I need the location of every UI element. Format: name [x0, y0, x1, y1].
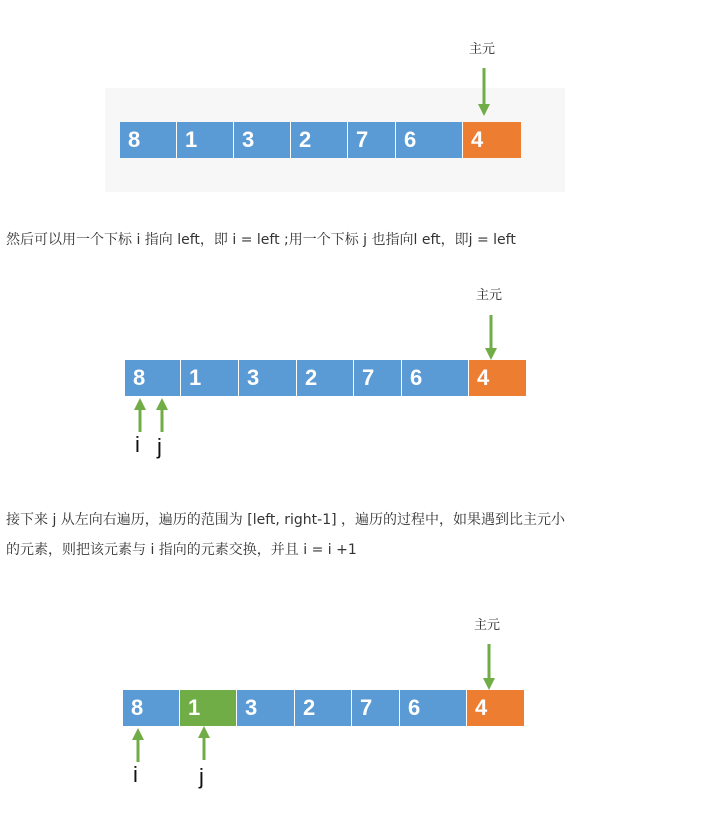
- figure1-cell-2: 3: [234, 122, 291, 158]
- figure3-current-cell: 1: [180, 690, 237, 726]
- figure2-pivot-cell: 4: [469, 360, 526, 396]
- figure3-i-label: i: [133, 762, 138, 787]
- figure2-cell-5: 6: [402, 360, 469, 396]
- figure1-cell-3: 2: [291, 122, 348, 158]
- figure3-cell-0: 8: [123, 690, 180, 726]
- figure3-pivot-label: 主元: [474, 618, 501, 633]
- description-traversal-line1: 接下来 j 从左向右遍历，遍历的范围为 [left, right-1] ，遍历的过程中，如果遇到比主元小: [6, 512, 566, 528]
- description-traversal-line2: 的元素，则把该元素与 i 指向的元素交换，并且 i = i +1: [6, 542, 357, 558]
- figure3-j-label: j: [199, 764, 204, 789]
- figure2-cell-0: 8: [125, 360, 181, 396]
- figure3-pivot-cell: 4: [467, 690, 524, 726]
- figure2-i-label: i: [135, 432, 140, 457]
- figure2-cell-3: 2: [297, 360, 354, 396]
- figure1-cell-5: 6: [396, 122, 463, 158]
- figure2-cell-4: 7: [354, 360, 402, 396]
- figure1-cell-4: 7: [348, 122, 396, 158]
- figure1-cell-1: 1: [177, 122, 234, 158]
- figure1-pivot-cell: 4: [463, 122, 521, 158]
- figure2-pivot-label: 主元: [476, 288, 503, 303]
- figure3-cell-4: 7: [352, 690, 400, 726]
- description-pointer-init: 然后可以用一个下标 i 指向 left，即 i = left ;用一个下标 j 也指向l eft，即j = left: [6, 232, 516, 248]
- figure1-cell-0: 8: [120, 122, 177, 158]
- figure2-cell-2: 3: [239, 360, 297, 396]
- figure3-cell-3: 2: [295, 690, 352, 726]
- figure2-j-label: j: [157, 434, 162, 459]
- figure3-cell-2: 3: [237, 690, 295, 726]
- figure2-cell-1: 1: [181, 360, 239, 396]
- figure3-cell-5: 6: [400, 690, 467, 726]
- figure1-pivot-label: 主元: [469, 42, 496, 57]
